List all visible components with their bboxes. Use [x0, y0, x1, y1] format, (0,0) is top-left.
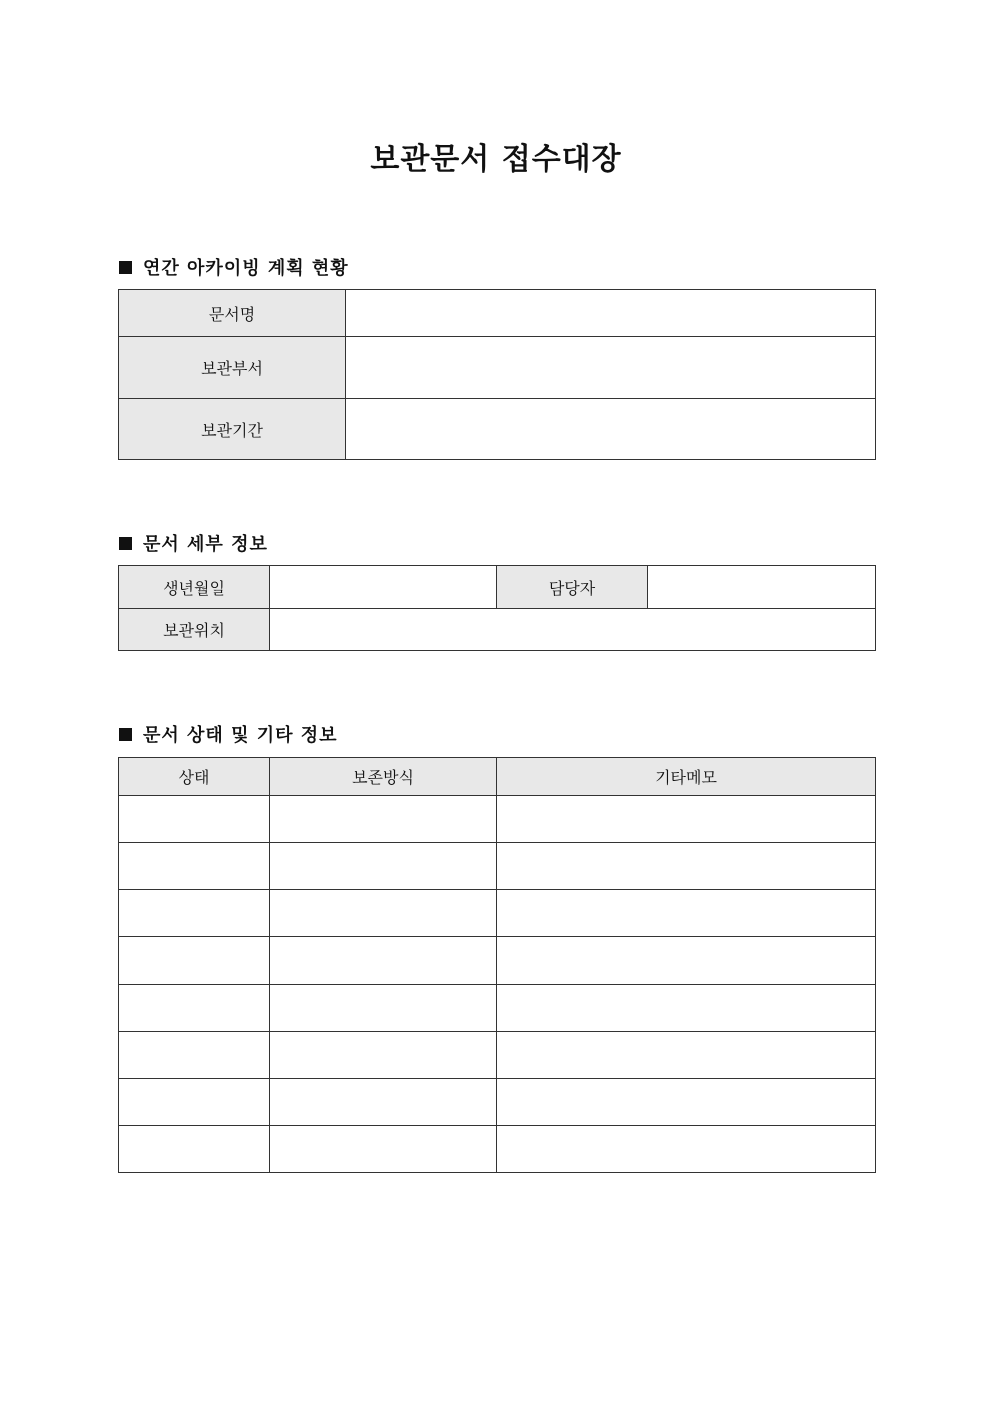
memo-cell[interactable]: [497, 843, 876, 890]
table-row: [119, 890, 876, 937]
preservation-method-cell[interactable]: [270, 1032, 497, 1079]
memo-cell[interactable]: [497, 890, 876, 937]
table-row: [119, 337, 876, 399]
preservation-method-cell[interactable]: [270, 796, 497, 843]
status-cell[interactable]: [119, 843, 270, 890]
preservation-method-cell[interactable]: [270, 890, 497, 937]
birth-date-field[interactable]: [270, 566, 497, 609]
storage-location-field[interactable]: [270, 609, 876, 651]
memo-cell[interactable]: [497, 985, 876, 1032]
manager-field[interactable]: [648, 566, 876, 609]
square-bullet-icon: [119, 728, 132, 741]
preservation-method-cell[interactable]: [270, 937, 497, 985]
table-row: [119, 796, 876, 843]
section-heading-archive-plan: [119, 254, 349, 280]
table-row: [119, 843, 876, 890]
page-title: 보관문서 접수대장: [370, 142, 622, 177]
status-cell[interactable]: [119, 1126, 270, 1173]
storage-period-field[interactable]: [346, 399, 876, 460]
section-heading-text: 문서 세부 정보: [143, 534, 268, 555]
status-cell[interactable]: [119, 890, 270, 937]
memo-cell[interactable]: [497, 1032, 876, 1079]
table-row: [119, 1126, 876, 1173]
table-row: [119, 937, 876, 985]
memo-cell[interactable]: [497, 1126, 876, 1173]
storage-department-label: 보관부서: [119, 337, 346, 399]
section-heading-text: 문서 상태 및 기타 정보: [143, 725, 338, 746]
column-header-status: 상태: [119, 758, 270, 796]
status-cell[interactable]: [119, 1032, 270, 1079]
table-row: [119, 399, 876, 460]
column-header-preservation-method: 보존방식: [270, 758, 497, 796]
square-bullet-icon: [119, 261, 132, 274]
square-bullet-icon: [119, 537, 132, 550]
memo-cell[interactable]: [497, 1079, 876, 1126]
storage-period-label: 보관기간: [119, 399, 346, 460]
manager-label: 담당자: [497, 566, 648, 609]
table-row: [119, 1032, 876, 1079]
preservation-method-cell[interactable]: [270, 1126, 497, 1173]
preservation-method-cell[interactable]: [270, 843, 497, 890]
storage-department-field[interactable]: [346, 337, 876, 399]
preservation-method-cell[interactable]: [270, 985, 497, 1032]
preservation-method-cell[interactable]: [270, 1079, 497, 1126]
doc-details-table: [118, 565, 876, 651]
birth-date-label: 생년월일: [119, 566, 270, 609]
status-cell[interactable]: [119, 1079, 270, 1126]
table-row: [119, 609, 876, 651]
table-row: [119, 1079, 876, 1126]
section-heading-doc-details: [119, 530, 268, 556]
table-header-row: [119, 758, 876, 796]
status-cell[interactable]: [119, 937, 270, 985]
section-heading-doc-status: [119, 721, 338, 747]
section-heading-text: 연간 아카이빙 계획 현황: [143, 258, 349, 279]
memo-cell[interactable]: [497, 796, 876, 843]
table-row: [119, 290, 876, 337]
table-row: [119, 566, 876, 609]
status-cell[interactable]: [119, 985, 270, 1032]
archive-plan-table: [118, 289, 876, 460]
memo-cell[interactable]: [497, 937, 876, 985]
storage-location-label: 보관위치: [119, 609, 270, 651]
doc-status-table: [118, 757, 876, 1173]
table-row: [119, 985, 876, 1032]
document-name-field[interactable]: [346, 290, 876, 337]
document-name-label: 문서명: [119, 290, 346, 337]
column-header-memo: 기타메모: [497, 758, 876, 796]
status-cell[interactable]: [119, 796, 270, 843]
